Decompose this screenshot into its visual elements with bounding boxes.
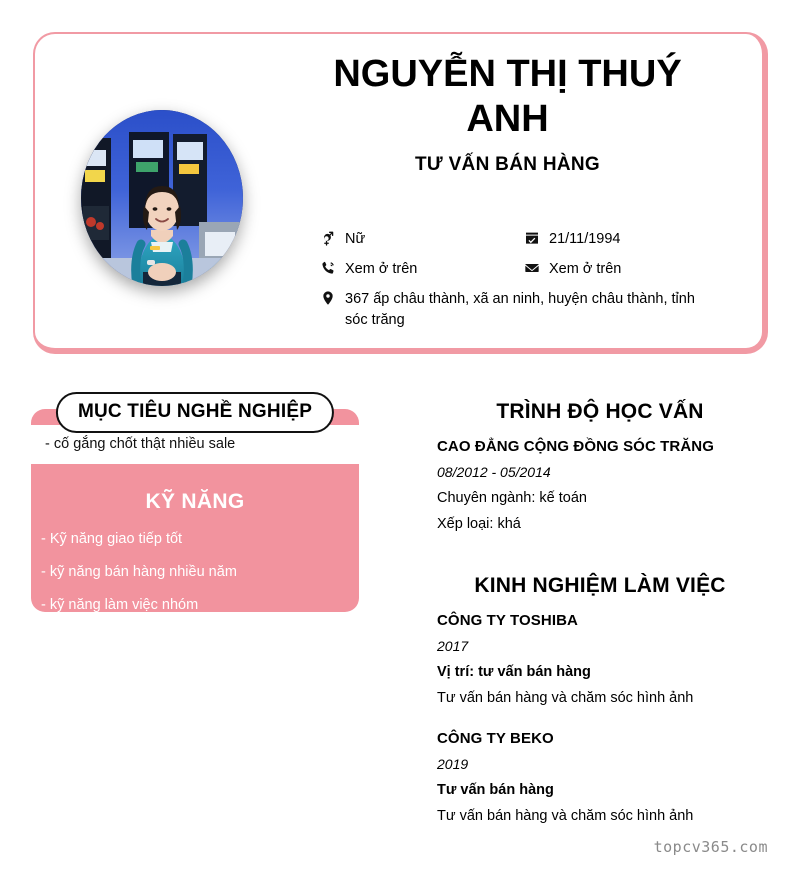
education-heading: TRÌNH ĐỘ HỌC VẤN bbox=[496, 400, 704, 423]
candidate-role: TƯ VẤN BÁN HÀNG bbox=[415, 153, 600, 175]
location-pin-icon bbox=[320, 290, 336, 307]
experience-heading: KINH NGHIỆM LÀM VIỆC bbox=[474, 574, 726, 597]
spacer bbox=[437, 716, 763, 730]
school-date: 08/2012 - 05/2014 bbox=[437, 464, 551, 480]
contact-address bbox=[320, 289, 720, 331]
contact-info bbox=[320, 229, 720, 340]
experience-entry bbox=[437, 730, 763, 824]
education-entry bbox=[437, 438, 763, 532]
contact-email bbox=[524, 259, 720, 280]
contact-row bbox=[320, 229, 720, 250]
school-name: CAO ĐẲNG CỘNG ĐỒNG SÓC TRĂNG bbox=[437, 438, 714, 455]
list-item: - kỹ năng làm việc nhóm bbox=[41, 597, 199, 613]
spacer bbox=[437, 542, 763, 574]
footer-watermark: topcv365.com bbox=[653, 838, 768, 856]
gender-value: Nữ bbox=[345, 231, 366, 247]
objective-heading: MỤC TIÊU NGHỀ NGHIỆP bbox=[56, 392, 334, 433]
list-item: - kỹ năng bán hàng nhiều năm bbox=[41, 564, 237, 580]
objective-text: - cố gắng chốt thật nhiều sale bbox=[45, 436, 236, 452]
list-item: - Kỹ năng giao tiếp tốt bbox=[41, 531, 183, 547]
experience-entry bbox=[437, 612, 763, 706]
school-major: Chuyên ngành: kế toán bbox=[437, 490, 587, 506]
candidate-name: NGUYỄN THỊ THUÝ ANH bbox=[333, 53, 682, 140]
contact-gender bbox=[320, 229, 524, 250]
school-grade: Xếp loại: khá bbox=[437, 516, 521, 532]
company-date: 2017 bbox=[437, 638, 469, 654]
company-date: 2019 bbox=[437, 756, 469, 772]
envelope-icon bbox=[524, 260, 540, 277]
avatar-image bbox=[81, 110, 243, 286]
company-position: Vị trí: tư vấn bán hàng bbox=[437, 664, 591, 680]
company-name: CÔNG TY TOSHIBA bbox=[437, 612, 578, 629]
company-name: CÔNG TY BEKO bbox=[437, 730, 554, 747]
avatar bbox=[81, 110, 243, 286]
contact-birthday bbox=[524, 229, 720, 250]
company-position: Tư vấn bán hàng bbox=[437, 782, 554, 798]
birthday-value: 21/11/1994 bbox=[549, 231, 621, 247]
address-value: 367 ấp châu thành, xã an ninh, huyện châu thành, tỉnh sóc trăng bbox=[345, 291, 695, 329]
company-description: Tư vấn bán hàng và chăm sóc hình ảnh bbox=[437, 808, 694, 824]
skills-heading: KỸ NĂNG bbox=[145, 490, 245, 513]
contact-row bbox=[320, 289, 720, 331]
objective-skills-card bbox=[31, 409, 359, 612]
gender-icon bbox=[320, 230, 336, 247]
email-value: Xem ở trên bbox=[549, 261, 622, 278]
identity-block bbox=[300, 52, 715, 176]
phone-icon bbox=[320, 260, 336, 277]
skills-list bbox=[31, 531, 359, 630]
contact-row bbox=[320, 259, 720, 280]
right-column bbox=[437, 400, 763, 834]
company-description: Tư vấn bán hàng và chăm sóc hình ảnh bbox=[437, 690, 694, 706]
phone-value: Xem ở trên bbox=[345, 261, 418, 278]
contact-phone bbox=[320, 259, 524, 280]
calendar-icon bbox=[524, 230, 540, 247]
